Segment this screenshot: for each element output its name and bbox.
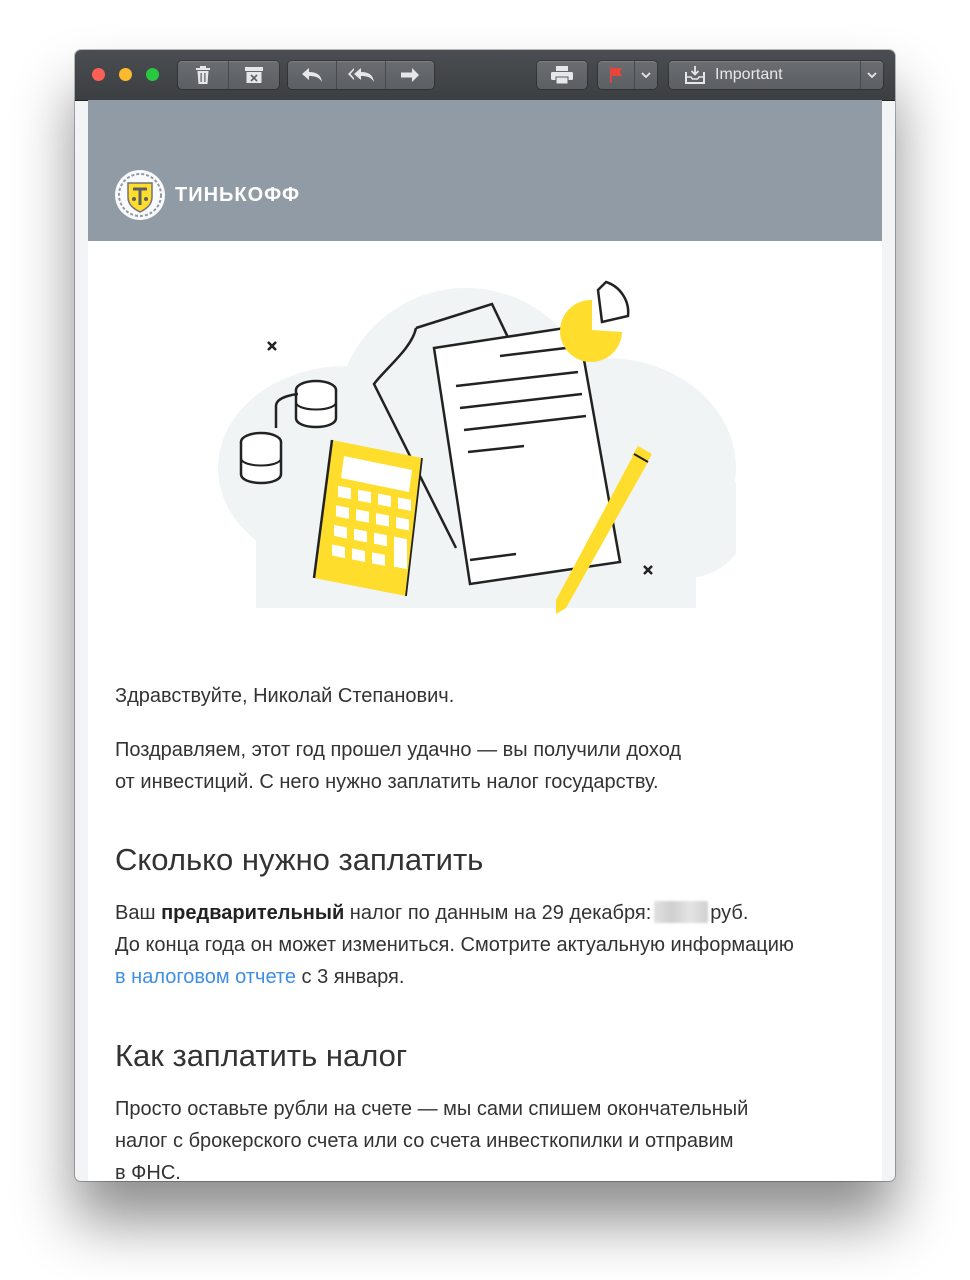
amount-line-3	[115, 961, 875, 993]
how-line-1: Просто оставьте рубли на счете — мы сами спишем окончательный	[115, 1098, 749, 1120]
mail-toolbar	[75, 50, 895, 101]
amount-suffix: руб.	[710, 902, 749, 924]
tax-report-link[interactable]: в налоговом отчете	[115, 966, 296, 988]
mailbox-menu-toggle[interactable]	[860, 61, 883, 89]
archive-icon	[245, 67, 263, 83]
close-window-button[interactable]	[92, 68, 105, 81]
congrats-line-2: от инвестиций. С него нужно заплатить налог государству.	[115, 771, 659, 793]
redacted-amount	[654, 901, 708, 923]
delete-archive-group	[178, 61, 279, 89]
reply-icon	[301, 67, 323, 83]
reply-group	[288, 61, 434, 89]
delete-button[interactable]	[178, 61, 228, 89]
amount-line-1	[115, 897, 875, 929]
mail-window	[75, 50, 895, 1181]
email-brand-header	[88, 100, 882, 241]
congrats-line-1: Поздравляем, этот год прошел удачно — вы получили доход	[115, 739, 682, 761]
reply-all-button[interactable]	[336, 61, 385, 89]
flag-button[interactable]	[598, 61, 634, 89]
amount-paragraph	[115, 897, 875, 993]
amount-mid: налог по данным на 29 декабря:	[344, 902, 652, 924]
how-paragraph	[115, 1093, 835, 1181]
forward-icon	[400, 67, 420, 83]
amount-line-3-suffix: с 3 января.	[295, 966, 405, 988]
how-line-3: в ФНС.	[115, 1162, 181, 1181]
archive-button[interactable]	[228, 61, 279, 89]
chevron-down-icon	[641, 72, 651, 79]
section-title-how: Как заплатить налог	[115, 1038, 408, 1073]
email-body	[88, 100, 882, 1181]
congrats-paragraph	[115, 734, 815, 798]
flag-group	[598, 61, 657, 89]
flag-menu-button[interactable]	[634, 61, 657, 89]
mailbox-tray-icon	[685, 66, 705, 84]
amount-line-2: До конца года он может измениться. Смотрите актуальную информацию	[115, 934, 794, 956]
move-to-mailbox-button[interactable]	[669, 61, 883, 89]
amount-prefix: Ваш	[115, 902, 162, 924]
forward-button[interactable]	[385, 61, 434, 89]
chevron-down-icon	[867, 72, 877, 79]
brand-name: ТИНЬКОФФ	[175, 184, 301, 206]
reply-all-icon	[347, 67, 375, 83]
how-line-2: налог с брокерского счета или со счета инвесткопилки и отправим	[115, 1130, 734, 1152]
trash-icon	[195, 66, 211, 84]
reply-button[interactable]	[288, 61, 336, 89]
mailbox-label: Important	[715, 66, 783, 83]
tax-documents-illustration	[216, 278, 736, 658]
greeting-text: Здравствуйте, Николай Степанович.	[115, 685, 455, 707]
print-button[interactable]	[537, 61, 587, 89]
tinkoff-logo	[114, 169, 166, 221]
flag-icon	[609, 67, 623, 83]
section-title-amount: Сколько нужно заплатить	[115, 842, 484, 877]
zoom-window-button[interactable]	[146, 68, 159, 81]
minimize-window-button[interactable]	[119, 68, 132, 81]
print-icon	[551, 66, 573, 84]
amount-bold-word: предварительный	[161, 902, 345, 924]
